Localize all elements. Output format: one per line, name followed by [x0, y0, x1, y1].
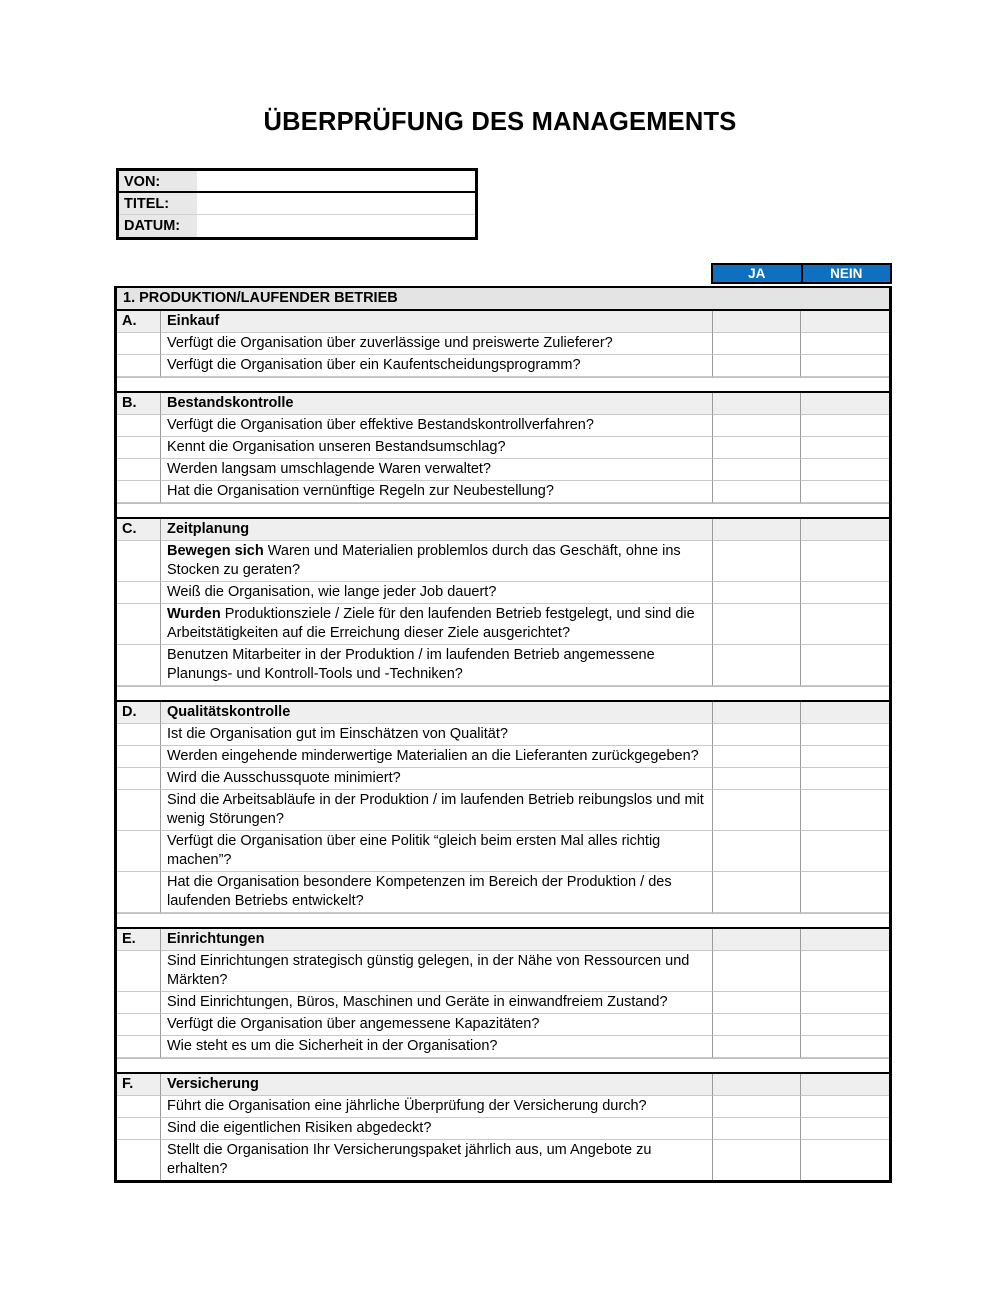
answer-cell-nein[interactable]: [801, 459, 889, 481]
section-title-label: 1. PRODUKTION/LAUFENDER BETRIEB: [123, 290, 398, 306]
group-title: Zeitplanung: [161, 519, 713, 541]
question-text: Kennt die Organisation unseren Bestandsumschlag?: [161, 437, 713, 459]
answer-cell-ja[interactable]: [713, 311, 801, 333]
question-letter-spacer: [117, 768, 161, 790]
group-spacer-row: [117, 503, 889, 519]
group-heading-row: [117, 702, 889, 724]
question-text: Stellt die Organisation Ihr Versicherungspaket jährlich aus, um Angebote zu erhalten?: [161, 1140, 713, 1180]
answer-cell-ja[interactable]: [713, 790, 801, 831]
question-letter-spacer: [117, 481, 161, 503]
group-letter: F.: [117, 1074, 161, 1096]
answer-cell-ja[interactable]: [713, 1140, 801, 1180]
answer-cell-nein[interactable]: [801, 746, 889, 768]
question-text: Sind Einrichtungen, Büros, Maschinen und Geräte in einwandfreiem Zustand?: [161, 992, 713, 1014]
group-spacer-row: [117, 1058, 889, 1074]
question-row: [117, 831, 889, 872]
group-spacer-cell: [117, 1059, 889, 1072]
question-row: [117, 437, 889, 459]
question-row: [117, 1096, 889, 1118]
answer-cell-nein[interactable]: [801, 415, 889, 437]
question-letter-spacer: [117, 790, 161, 831]
question-row: [117, 724, 889, 746]
group-spacer-cell: [117, 504, 889, 517]
info-field-datum[interactable]: [197, 215, 475, 237]
question-letter-spacer: [117, 355, 161, 377]
group-heading-row: [117, 519, 889, 541]
question-text: Verfügt die Organisation über angemessene Kapazitäten?: [161, 1014, 713, 1036]
info-row: [119, 171, 475, 193]
question-letter-spacer: [117, 951, 161, 992]
answer-cell-nein[interactable]: [801, 724, 889, 746]
info-row: [119, 215, 475, 237]
group-spacer-cell: [117, 378, 889, 391]
answer-cell-ja[interactable]: [713, 604, 801, 645]
question-row: [117, 872, 889, 913]
answer-cell-nein[interactable]: [801, 992, 889, 1014]
answer-cell-ja[interactable]: [713, 951, 801, 992]
question-text: Verfügt die Organisation über ein Kaufentscheidungsprogramm?: [161, 355, 713, 377]
answer-cell-nein[interactable]: [801, 311, 889, 333]
column-header-ja: JA: [713, 265, 803, 282]
question-text: Verfügt die Organisation über effektive Bestandskontrollverfahren?: [161, 415, 713, 437]
answer-cell-nein[interactable]: [801, 702, 889, 724]
question-letter-spacer: [117, 746, 161, 768]
answer-cell-nein[interactable]: [801, 1118, 889, 1140]
group-letter: E.: [117, 929, 161, 951]
question-row: [117, 1140, 889, 1180]
question-row: [117, 604, 889, 645]
group-spacer-row: [117, 377, 889, 393]
answer-cell-ja[interactable]: [713, 645, 801, 686]
question-text: Wie steht es um die Sicherheit in der Organisation?: [161, 1036, 713, 1058]
question-text: Verfügt die Organisation über zuverlässige und preiswerte Zulieferer?: [161, 333, 713, 355]
question-row: [117, 415, 889, 437]
answer-cell-ja[interactable]: [713, 415, 801, 437]
question-text: Benutzen Mitarbeiter in der Produktion / im laufenden Betrieb angemessene Planungs- und Kontroll-Tools und -Techniken?: [161, 645, 713, 686]
group-spacer-cell: [117, 687, 889, 700]
group-letter: A.: [117, 311, 161, 333]
answer-cell-nein[interactable]: [801, 333, 889, 355]
answer-cell-nein[interactable]: [801, 393, 889, 415]
answer-cell-ja[interactable]: [713, 831, 801, 872]
question-row: [117, 333, 889, 355]
page-title: ÜBERPRÜFUNG DES MANAGEMENTS: [263, 108, 737, 136]
group-title: Qualitätskontrolle: [161, 702, 713, 724]
answer-cell-ja[interactable]: [713, 724, 801, 746]
question-text: Werden eingehende minderwertige Materialien an die Lieferanten zurückgegeben?: [161, 746, 713, 768]
question-letter-spacer: [117, 872, 161, 913]
question-text: Wurden Produktionsziele / Ziele für den laufenden Betrieb festgelegt, und sind die Arbeitstätigkeiten auf die Erreichung dieser Ziele ausgerichtet?: [161, 604, 713, 645]
group-spacer-row: [117, 686, 889, 702]
question-row: [117, 481, 889, 503]
answer-cell-ja[interactable]: [713, 1074, 801, 1096]
question-letter-spacer: [117, 459, 161, 481]
answer-cell-ja[interactable]: [713, 746, 801, 768]
answer-cell-nein[interactable]: [801, 929, 889, 951]
info-field-von[interactable]: [197, 171, 475, 191]
question-letter-spacer: [117, 992, 161, 1014]
answer-cell-ja[interactable]: [713, 929, 801, 951]
question-letter-spacer: [117, 415, 161, 437]
answer-cell-nein[interactable]: [801, 1074, 889, 1096]
checklist-table: [114, 286, 892, 1183]
question-letter-spacer: [117, 333, 161, 355]
column-header-nein: NEIN: [803, 265, 891, 282]
group-heading-row: [117, 311, 889, 333]
question-row: [117, 1118, 889, 1140]
section-title-row: [117, 288, 889, 311]
question-letter-spacer: [117, 1036, 161, 1058]
answer-cell-nein[interactable]: [801, 768, 889, 790]
info-label-datum: DATUM:: [119, 215, 197, 237]
group-title: Einrichtungen: [161, 929, 713, 951]
question-emphasis: Bewegen sich: [167, 543, 264, 559]
question-letter-spacer: [117, 437, 161, 459]
answer-cell-ja[interactable]: [713, 1036, 801, 1058]
answer-cell-ja[interactable]: [713, 333, 801, 355]
question-row: [117, 746, 889, 768]
answer-cell-ja[interactable]: [713, 459, 801, 481]
group-heading-row: [117, 929, 889, 951]
group-spacer-cell: [117, 914, 889, 927]
question-text: Sind die Arbeitsabläufe in der Produktion / im laufenden Betrieb reibungslos und mit wenig Störungen?: [161, 790, 713, 831]
answer-cell-ja[interactable]: [713, 541, 801, 582]
question-letter-spacer: [117, 645, 161, 686]
answer-cell-nein[interactable]: [801, 872, 889, 913]
group-spacer-row: [117, 913, 889, 929]
answer-cell-nein[interactable]: [801, 519, 889, 541]
question-letter-spacer: [117, 1118, 161, 1140]
answer-cell-nein[interactable]: [801, 582, 889, 604]
answer-cell-ja[interactable]: [713, 992, 801, 1014]
question-text: Sind die eigentlichen Risiken abgedeckt?: [161, 1118, 713, 1140]
question-text: Hat die Organisation vernünftige Regeln zur Neubestellung?: [161, 481, 713, 503]
answer-cell-ja[interactable]: [713, 393, 801, 415]
question-row: [117, 645, 889, 686]
answer-cell-nein[interactable]: [801, 1036, 889, 1058]
group-letter: C.: [117, 519, 161, 541]
question-text: Verfügt die Organisation über eine Politik “gleich beim ersten Mal alles richtig machen”?: [161, 831, 713, 872]
group-letter: D.: [117, 702, 161, 724]
question-row: [117, 1014, 889, 1036]
question-letter-spacer: [117, 582, 161, 604]
answer-cell-ja[interactable]: [713, 768, 801, 790]
answer-cell-nein[interactable]: [801, 1096, 889, 1118]
answer-cell-nein[interactable]: [801, 951, 889, 992]
question-row: [117, 1036, 889, 1058]
header-info-box: [116, 168, 478, 240]
question-text: Bewegen sich Waren und Materialien problemlos durch das Geschäft, ohne ins Stocken zu geraten?: [161, 541, 713, 582]
question-row: [117, 951, 889, 992]
question-letter-spacer: [117, 1014, 161, 1036]
answer-cell-nein[interactable]: [801, 645, 889, 686]
group-title: Einkauf: [161, 311, 713, 333]
group-heading-row: [117, 393, 889, 415]
question-row: [117, 790, 889, 831]
question-text: Führt die Organisation eine jährliche Überprüfung der Versicherung durch?: [161, 1096, 713, 1118]
answer-cell-nein[interactable]: [801, 831, 889, 872]
question-letter-spacer: [117, 724, 161, 746]
info-label-titel: TITEL:: [119, 193, 197, 214]
group-title: Bestandskontrolle: [161, 393, 713, 415]
answer-cell-ja[interactable]: [713, 481, 801, 503]
question-row: [117, 355, 889, 377]
question-row: [117, 768, 889, 790]
answer-cell-ja[interactable]: [713, 437, 801, 459]
answer-column-header: [711, 263, 892, 284]
answer-cell-ja[interactable]: [713, 1118, 801, 1140]
question-row: [117, 992, 889, 1014]
question-row: [117, 459, 889, 481]
answer-cell-ja[interactable]: [713, 355, 801, 377]
answer-cell-nein[interactable]: [801, 355, 889, 377]
answer-cell-ja[interactable]: [713, 1096, 801, 1118]
answer-cell-nein[interactable]: [801, 541, 889, 582]
question-letter-spacer: [117, 604, 161, 645]
info-row: [119, 193, 475, 215]
question-row: [117, 582, 889, 604]
answer-cell-ja[interactable]: [713, 519, 801, 541]
question-text: Sind Einrichtungen strategisch günstig gelegen, in der Nähe von Ressourcen und Märkten?: [161, 951, 713, 992]
question-text: Wird die Ausschussquote minimiert?: [161, 768, 713, 790]
question-letter-spacer: [117, 1140, 161, 1180]
group-heading-row: [117, 1074, 889, 1096]
answer-cell-nein[interactable]: [801, 481, 889, 503]
question-letter-spacer: [117, 1096, 161, 1118]
answer-cell-nein[interactable]: [801, 1014, 889, 1036]
question-text: Hat die Organisation besondere Kompetenzen im Bereich der Produktion / des laufenden Betriebs entwickelt?: [161, 872, 713, 913]
answer-cell-ja[interactable]: [713, 582, 801, 604]
info-field-titel[interactable]: [197, 193, 475, 214]
group-title: Versicherung: [161, 1074, 713, 1096]
answer-cell-ja[interactable]: [713, 872, 801, 913]
answer-cell-ja[interactable]: [713, 702, 801, 724]
question-letter-spacer: [117, 541, 161, 582]
question-text: Werden langsam umschlagende Waren verwaltet?: [161, 459, 713, 481]
question-text: Weiß die Organisation, wie lange jeder Job dauert?: [161, 582, 713, 604]
answer-cell-nein[interactable]: [801, 604, 889, 645]
answer-cell-nein[interactable]: [801, 1140, 889, 1180]
info-label-von: VON:: [119, 171, 197, 191]
question-row: [117, 541, 889, 582]
question-text: Ist die Organisation gut im Einschätzen von Qualität?: [161, 724, 713, 746]
group-letter: B.: [117, 393, 161, 415]
question-letter-spacer: [117, 831, 161, 872]
answer-cell-ja[interactable]: [713, 1014, 801, 1036]
answer-cell-nein[interactable]: [801, 437, 889, 459]
answer-cell-nein[interactable]: [801, 790, 889, 831]
question-emphasis: Wurden: [167, 606, 221, 622]
